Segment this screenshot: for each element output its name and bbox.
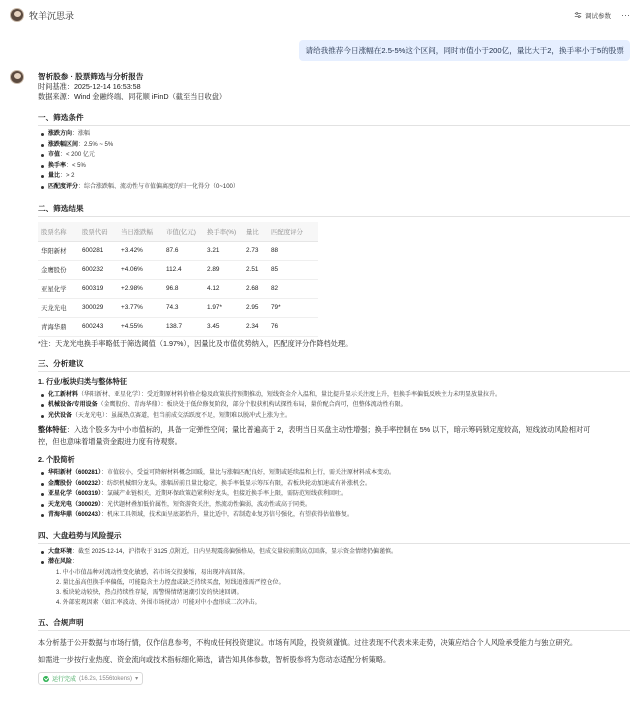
cell-turnover: 2.89	[204, 260, 243, 279]
section-divider	[38, 371, 630, 372]
table-row	[38, 298, 318, 317]
list-item: 涨跌方向：涨幅	[38, 129, 630, 140]
criteria-list	[38, 129, 630, 192]
column-header: 匹配度评分	[268, 222, 318, 241]
list-item: 3. 板块轮动较快，热点持续性存疑，需警惕情绪退潮引发的快速回调。	[56, 589, 243, 596]
table-row	[38, 317, 318, 336]
list-item: 1. 中小市值品种对流动性变化敏感，若市场交投萎缩，易出现冲高回落。	[56, 569, 249, 576]
column-header: 量比	[243, 222, 268, 241]
list-item: 匹配度评分：综合涨跌幅、流动性与市值偏离度的归一化得分（0~100）	[38, 182, 630, 193]
list-item: 亚星化学（600319）：氯碱产业链相关，近期环保政策趋紧利好龙头，但接近换手率上限，需防范短线获利回吐。	[38, 489, 630, 500]
list-item: 市值：< 200 亿元	[38, 150, 630, 161]
column-header: 市值(亿元)	[163, 222, 204, 241]
column-header: 股票代码	[79, 222, 118, 241]
cell-code: 600319	[79, 279, 118, 298]
section-divider	[38, 630, 630, 631]
cell-code: 300029	[79, 298, 118, 317]
check-circle-icon	[43, 676, 49, 682]
cell-cap: 138.7	[163, 317, 204, 336]
section-title: 二、筛选结果	[38, 204, 84, 213]
cell-volume-ratio: 2.68	[243, 279, 268, 298]
table-row	[38, 241, 318, 260]
column-header: 换手率(%)	[204, 222, 243, 241]
section-compliance	[38, 618, 630, 666]
cell-name: 金鹰股份	[38, 260, 79, 279]
user-message-bubble: 请给我推荐今日涨幅在2.5-5%这个区间，同时市值小于200亿，量比大于2，换手率小于5的股票	[299, 40, 630, 61]
list-item: 天龙光电（300029）：光伏题材叠加低价属性，短资游资关注，然流动性偏弱，波动性或高于同类。	[38, 500, 630, 511]
section-analysis	[38, 359, 630, 521]
results-table	[38, 222, 318, 337]
table-header-row	[38, 222, 318, 241]
list-item: 华阳新材（600281）：市值较小，受益可降解材料概念回暖，量比与涨幅匹配良好，短期或延续温和上行，需关注原材料成本变动。	[38, 468, 630, 479]
top-actions	[574, 10, 630, 20]
results-note: *注：天龙光电换手率略低于筛选阈值（1.97%），因量比及市值优势纳入，匹配度评分作降档处理。	[38, 338, 353, 348]
cell-turnover: 3.21	[204, 241, 243, 260]
cell-change: +2.98%	[118, 279, 163, 298]
user-message-row	[299, 40, 630, 61]
section-divider	[38, 125, 630, 126]
assistant-avatar	[10, 70, 24, 84]
overall-features: 整体特征：入选个股多为中小市值标的，具备一定弹性空间；量比普遍高于 2，表明当日买盘主动性增强；换手率控制在 5% 以下，暗示筹码锁定度较高，短线波动风险相对可 控，但也意味着增量资金跟进力度有待观察。	[38, 425, 591, 446]
section-title: 三、分析建议	[38, 358, 84, 368]
list-item: 量比：> 2	[38, 171, 630, 182]
report-time: 时间基准：2025-12-14 16:53:58	[38, 82, 141, 91]
table-row	[38, 260, 318, 279]
risk-list	[38, 568, 630, 608]
cell-cap: 112.4	[163, 260, 204, 279]
section-results	[38, 204, 630, 350]
cell-name: 青海华鼎	[38, 317, 79, 336]
cell-volume-ratio: 2.51	[243, 260, 268, 279]
cell-code: 600281	[79, 241, 118, 260]
list-item: 换手率：< 5%	[38, 161, 630, 172]
cell-turnover: 3.45	[204, 317, 243, 336]
section-title: 四、大盘趋势与风险提示	[38, 530, 122, 540]
status-label: 运行完成	[52, 677, 77, 683]
debug-params-button[interactable]	[574, 11, 611, 20]
app-title: 牧羊沉思录	[29, 10, 75, 21]
top-bar	[0, 0, 640, 30]
followup-text: 如需进一步按行业热度、资金流向或技术指标细化筛选，请告知具体参数，智析股参将为您动态适配分析策略。	[38, 654, 391, 664]
section-divider	[38, 543, 630, 544]
cell-score: 88	[268, 241, 318, 260]
debug-params-label: 调试参数	[585, 12, 611, 20]
list-item: 化工新材料（华阳新材、亚星化学）：受近期原材料价格企稳及政策扶持预期推动，短线资金介入温和，量比提升显示关注度上升，但换手率偏低反映主力未明显放量拉升。	[38, 390, 630, 401]
section-divider	[38, 216, 630, 217]
cell-name: 华阳新材	[38, 241, 79, 260]
cell-volume-ratio: 2.34	[243, 317, 268, 336]
cell-cap: 96.8	[163, 279, 204, 298]
report-title: 智析股参 · 股票筛选与分析报告	[38, 72, 144, 81]
cell-cap: 87.6	[163, 241, 204, 260]
table-row	[38, 279, 318, 298]
list-item: 2. 量比虽高但换手率偏低，可能隐含主力控盘或缺乏持续买盘，短线追涨需严控仓位。	[56, 579, 285, 586]
list-item: 4. 外部宏观因素（如汇率波动、外围市场扰动）可能对中小盘形成二次冲击。	[56, 599, 261, 606]
cell-volume-ratio: 2.95	[243, 298, 268, 317]
stock-list	[38, 468, 630, 521]
list-item: 潜在风险：	[38, 557, 630, 568]
cell-score: 76	[268, 317, 318, 336]
subsection-title: 2. 个股简析	[38, 455, 75, 464]
status-row	[38, 669, 630, 687]
report-source: 数据来源：Wind 金融终端、同花顺 iFinD（截至当日收盘）	[38, 92, 227, 101]
run-status-toggle[interactable]	[38, 672, 143, 685]
subsection-title: 1. 行业/板块归类与整体特征	[38, 376, 128, 386]
list-item: 大盘环境：截至 2025-12-14，沪指收于 3125 点附近，日内呈现震荡偏强格局，但成交量较前期高点回落，显示资金情绪仍偏谨慎。	[38, 547, 630, 558]
cell-change: +4.55%	[118, 317, 163, 336]
section-title: 一、筛选条件	[38, 113, 84, 122]
chevron-down-icon: ▾	[135, 676, 139, 682]
column-header: 股票名称	[38, 222, 79, 241]
industry-list	[38, 390, 630, 422]
section-title: 五、合规声明	[38, 617, 84, 627]
cell-score: 82	[268, 279, 318, 298]
more-menu-icon[interactable]: ···	[621, 10, 630, 20]
list-item: 金鹰股份（600232）：纺织机械细分龙头，涨幅居前且量比稳定，换手率低显示筹压有限，若板块轮动加速或有补涨机会。	[38, 479, 630, 490]
list-item: 光伏设备（天龙光电）：虽属热点赛道，但当前成交活跃度不足，短期难以脱冲式上涨为主。	[38, 411, 630, 422]
cell-change: +3.77%	[118, 298, 163, 317]
cell-name: 亚星化学	[38, 279, 79, 298]
app-avatar	[10, 8, 24, 22]
settings-sliders-icon	[574, 11, 582, 19]
list-item: 机械设备/专用设备（金鹰股份、青海华鼎）：板块处于低位修复阶段，部分个股获机构试探性布局，量价配合尚可，但整体流动性有限。	[38, 400, 630, 411]
section-market-risk	[38, 531, 630, 608]
cell-turnover: 4.12	[204, 279, 243, 298]
cell-volume-ratio: 2.73	[243, 241, 268, 260]
list-item: 青海华鼎（600243）：机床工具领域，技术面呈底部抬升，量比适中，若制造业复苏信号强化，有望获得估值修复。	[38, 510, 630, 521]
compliance-text: 本分析基于公开数据与市场行情，仅作信息参考，不构成任何投资建议。市场有风险，投资须谨慎。过往表现不代表未来走势，决策应结合个人风险承受能力与独立研究。	[38, 637, 578, 647]
cell-code: 600243	[79, 317, 118, 336]
status-meta: (16.2s, 1556tokens)	[79, 675, 133, 682]
assistant-message	[38, 72, 630, 687]
cell-name: 天龙光电	[38, 298, 79, 317]
cell-change: +4.06%	[118, 260, 163, 279]
cell-score: 79*	[268, 298, 318, 317]
list-item: 涨跌幅区间：2.5% ~ 5%	[38, 140, 630, 151]
cell-score: 85	[268, 260, 318, 279]
cell-change: +3.42%	[118, 241, 163, 260]
section-criteria	[38, 113, 630, 192]
column-header: 当日涨跌幅	[118, 222, 163, 241]
cell-code: 600232	[79, 260, 118, 279]
cell-turnover: 1.97*	[204, 298, 243, 317]
cell-cap: 74.3	[163, 298, 204, 317]
market-list	[38, 547, 630, 568]
